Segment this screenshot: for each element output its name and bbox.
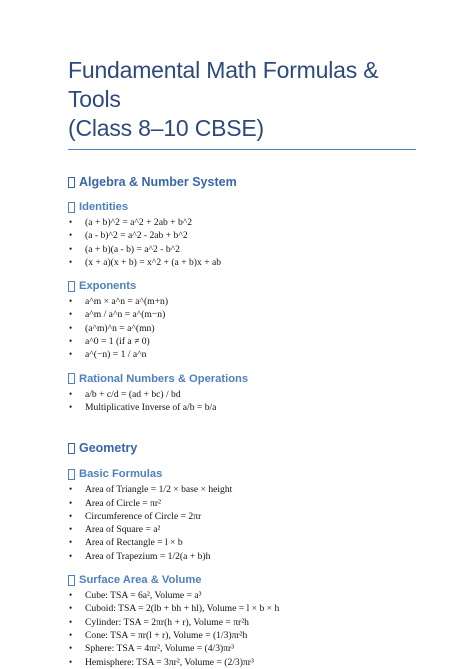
formula-list — [68, 295, 414, 361]
list-item — [68, 483, 414, 496]
missing-glyph-icon — [68, 469, 75, 480]
title-underline — [68, 149, 416, 150]
bullet-icon: • — [69, 497, 73, 508]
list-item — [68, 256, 414, 269]
bullet-icon: • — [69, 217, 73, 227]
formula-list — [68, 589, 414, 669]
section-heading — [68, 175, 414, 189]
missing-glyph-icon — [68, 202, 75, 213]
formula-text: a^0 = 1 (if a ≠ 0) — [85, 336, 150, 348]
subsection-heading-text: Identities — [79, 201, 129, 213]
list-item — [68, 510, 414, 523]
subsection-heading-text: Exponents — [79, 280, 137, 293]
formula-text: (a + b)^2 = a^2 + 2ab + b^2 — [85, 217, 193, 228]
section-heading — [68, 441, 414, 455]
title-line-2: (Class 8–10 CBSE) — [68, 115, 265, 141]
bullet-icon: • — [69, 656, 73, 667]
formula-text: Multiplicative Inverse of a/b = b/a — [85, 401, 217, 413]
list-item — [68, 388, 414, 401]
list-item — [68, 216, 414, 229]
formula-text: Area of Rectangle = l × b — [85, 537, 183, 549]
formula-text: (a + b)(a - b) = a^2 - b^2 — [85, 243, 180, 255]
list-item — [68, 656, 414, 669]
bullet-icon: • — [69, 629, 73, 640]
subsection-heading — [68, 280, 414, 292]
list-item — [68, 523, 414, 536]
formula-text: Cuboid: TSA = 2(lb + bh + hl), Volume = l × b × h — [85, 603, 280, 615]
subsection-heading-text: Basic Formulas — [79, 468, 163, 481]
missing-glyph-icon — [68, 373, 75, 384]
list-item — [68, 335, 414, 348]
bullet-icon: • — [69, 296, 73, 307]
formula-text: a^(−n) = 1 / a^n — [85, 349, 147, 361]
subsection-heading-text: Rational Numbers & Operations — [79, 372, 249, 385]
bullet-icon: • — [69, 524, 73, 535]
list-item — [68, 243, 414, 256]
list-item — [68, 616, 414, 629]
document-title — [68, 56, 414, 143]
formula-text: (a^m)^n = a^(mn) — [85, 322, 155, 334]
bullet-icon: • — [69, 256, 73, 267]
formula-text: Area of Circle = πr² — [85, 497, 161, 509]
bullet-icon: • — [69, 510, 73, 521]
formula-list — [68, 483, 414, 563]
list-item — [68, 348, 414, 361]
subsection-heading — [68, 468, 414, 480]
formula-text: Area of Square = a² — [85, 524, 161, 536]
subsection-heading — [68, 201, 414, 213]
formula-text: a^m × a^n = a^(m+n) — [85, 296, 169, 308]
section-heading-text: Algebra & Number System — [79, 175, 237, 189]
subsection-heading — [68, 373, 414, 385]
formula-list — [68, 216, 414, 269]
list-item — [68, 550, 414, 563]
bullet-icon: • — [69, 401, 73, 412]
bullet-icon: • — [69, 484, 73, 495]
document-body — [68, 175, 414, 669]
formula-text: Area of Trapezium = 1/2(a + b)h — [85, 550, 211, 562]
bullet-icon: • — [69, 550, 73, 561]
subsection-heading — [68, 574, 414, 586]
list-item — [68, 295, 414, 308]
bullet-icon: • — [69, 349, 73, 360]
section-heading-text: Geometry — [79, 441, 138, 456]
bullet-icon: • — [69, 336, 73, 347]
formula-text: (x + a)(x + b) = x^2 + (a + b)x + ab — [85, 256, 222, 268]
list-item — [68, 497, 414, 510]
formula-list — [68, 388, 414, 415]
title-line-1: Fundamental Math Formulas & Tools — [68, 57, 379, 112]
list-item — [68, 589, 414, 602]
list-item — [68, 642, 414, 655]
bullet-icon: • — [69, 322, 73, 333]
bullet-icon: • — [69, 230, 73, 241]
missing-glyph-icon — [68, 177, 75, 188]
bullet-icon: • — [69, 388, 73, 399]
bullet-icon: • — [69, 537, 73, 548]
formula-text: Circumference of Circle = 2πr — [85, 510, 202, 522]
missing-glyph-icon — [68, 575, 75, 586]
list-item — [68, 602, 414, 615]
list-item — [68, 536, 414, 549]
formula-text: Cone: TSA = πr(l + r), Volume = (1/3)πr²h — [85, 629, 248, 641]
missing-glyph-icon — [68, 281, 75, 292]
formula-text: a/b + c/d = (ad + bc) / bd — [85, 388, 181, 400]
missing-glyph-icon — [68, 443, 75, 454]
bullet-icon: • — [69, 243, 73, 254]
formula-text: (a - b)^2 = a^2 - 2ab + b^2 — [85, 230, 188, 242]
bullet-icon: • — [69, 643, 73, 654]
list-item — [68, 308, 414, 321]
list-item — [68, 629, 414, 642]
bullet-icon: • — [69, 590, 73, 601]
bullet-icon: • — [69, 616, 73, 627]
subsection-heading-text: Surface Area & Volume — [79, 574, 202, 587]
bullet-icon: • — [69, 603, 73, 614]
list-item — [68, 229, 414, 242]
formula-text: Sphere: TSA = 4πr², Volume = (4/3)πr³ — [85, 643, 235, 655]
formula-text: Hemisphere: TSA = 3πr², Volume = (2/3)πr³ — [85, 656, 254, 668]
formula-text: Cube: TSA = 6a², Volume = a³ — [85, 590, 202, 602]
formula-text: Area of Triangle = 1/2 × base × height — [85, 484, 233, 496]
list-item — [68, 401, 414, 414]
bullet-icon: • — [69, 309, 73, 320]
list-item — [68, 322, 414, 335]
formula-text: Cylinder: TSA = 2πr(h + r), Volume = πr²h — [85, 616, 249, 628]
formula-text: a^m / a^n = a^(m−n) — [85, 309, 166, 321]
